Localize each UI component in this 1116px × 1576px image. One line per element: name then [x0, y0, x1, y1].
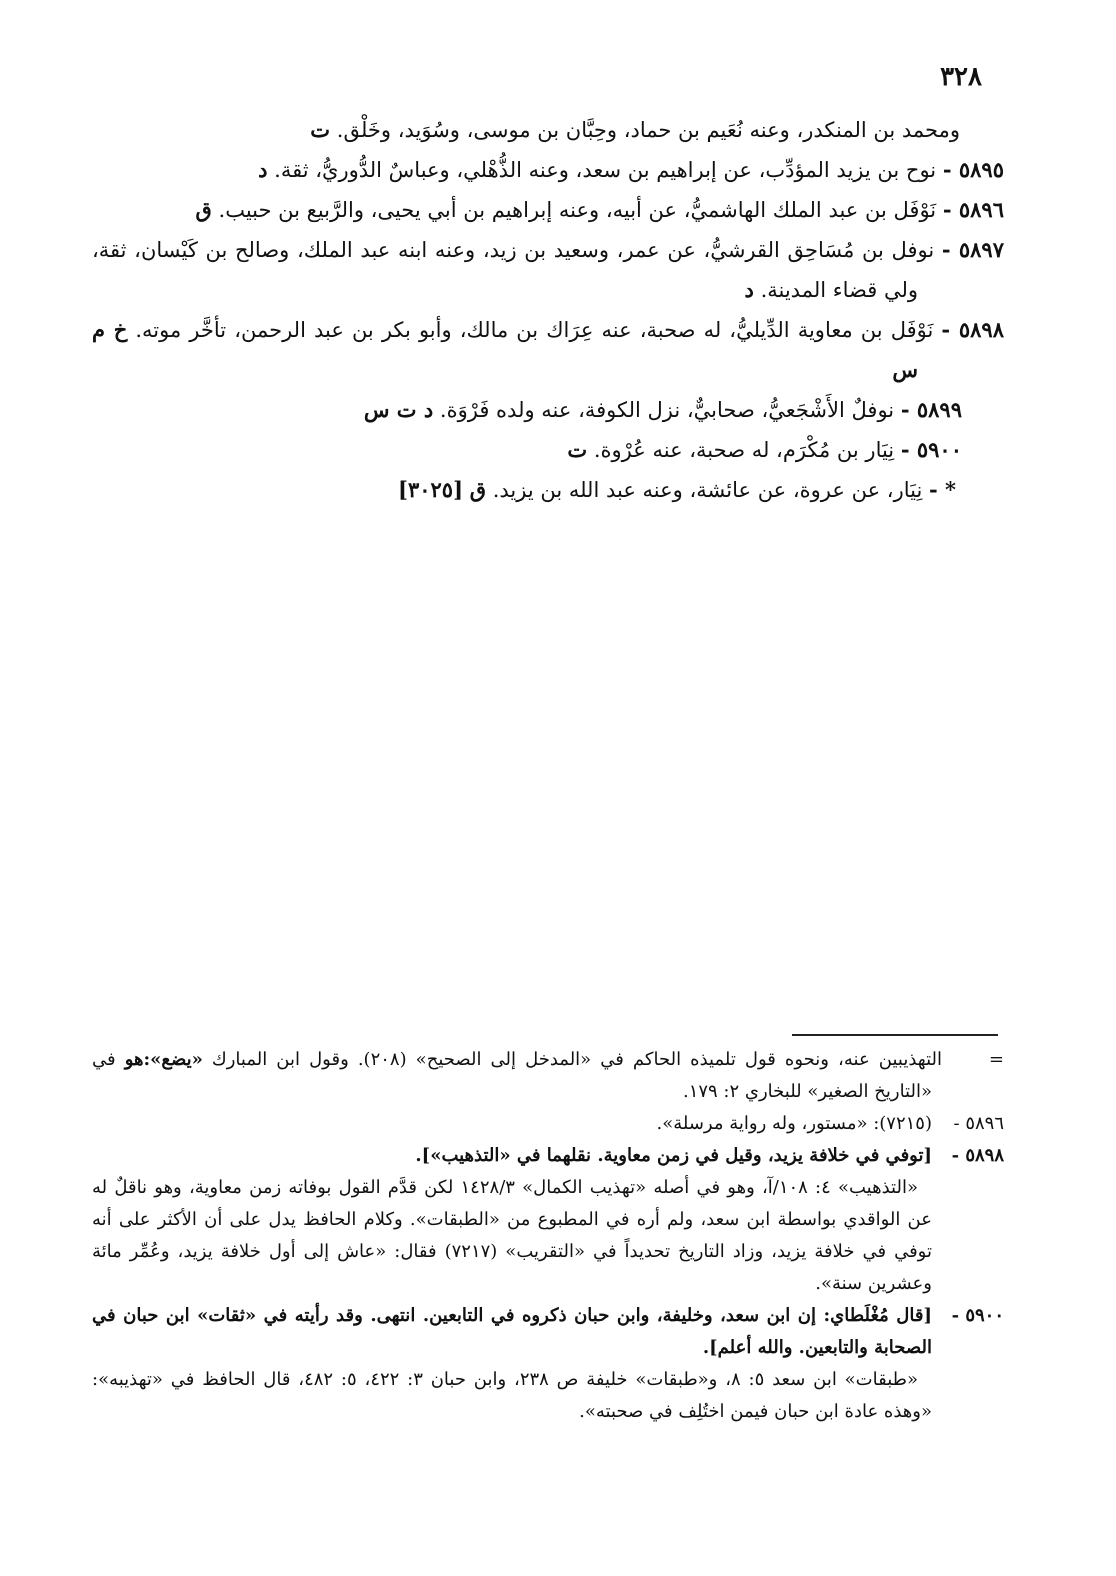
entry-symbol: د ت س	[363, 397, 434, 422]
entry-continuation	[92, 110, 1004, 150]
footnote-text: في «التاريخ الصغير» للبخاري ٢: ١٧٩.	[92, 1049, 932, 1102]
entry-number: ٥٨٩٩ -	[900, 397, 962, 422]
footnote-continuation	[92, 1044, 1004, 1108]
entry-number: ٥٨٩٨ -	[941, 317, 1004, 342]
footnotes	[92, 1044, 1004, 1428]
entry-5899	[92, 390, 1004, 430]
footnote-5898	[92, 1140, 1004, 1172]
entry-symbol: خ م س	[92, 317, 918, 382]
footnote-text: «طبقات» ابن سعد ٥: ٨، و«طبقات» خليفة ص ٢٣٨، وابن حبان ٣: ٤٢٢، ٥: ٤٨٢، قال الحافظ في «تهذيبه»: «وهذه عادة ابن حبان فيمن اختُلِف في صحبته».	[92, 1369, 932, 1422]
entry-text: نوفلٌ الأَشْجَعيُّ، صحابيٌّ، نزل الكوفة، عنه ولده فَرْوَة.	[439, 398, 895, 422]
entry-number: ٥٨٩٧ -	[941, 237, 1004, 262]
page-number: ٣٢٨	[940, 62, 982, 92]
footnote-bold-text: [توفي في خلافة يزيد، وقيل في زمن معاوية. نقلهما في «التذهيب»].	[415, 1145, 932, 1166]
entry-5896	[92, 190, 1004, 230]
entry-number: ٥٩٠٠ -	[900, 437, 962, 462]
footnote-marker: =	[988, 1049, 1004, 1070]
footnote-number: ٥٨٩٦ -	[953, 1113, 1004, 1134]
entry-symbol: د	[744, 277, 754, 302]
entry-text: نوح بن يزيد المؤدِّب، عن إبراهيم بن سعد، وعنه الذُّهْلي، وعباسٌ الدُّوريُّ، ثقة.	[274, 158, 937, 182]
main-text	[92, 110, 1004, 510]
entry-reference: [٣٠٢٥]	[398, 477, 464, 502]
entry-text: ومحمد بن المنكدر، وعنه نُعَيم بن حماد، وحِبَّان بن موسى، وسُوَيد، وخَلْق.	[336, 118, 960, 142]
entry-text: نِيَار بن مُكْرَم، له صحبة، عنه عُرْوة.	[593, 438, 895, 462]
footnote-5900	[92, 1300, 1004, 1364]
entry-symbol: د	[258, 157, 268, 182]
entry-symbol: ت	[567, 437, 588, 462]
entry-number: ٥٨٩٥ -	[942, 157, 1004, 182]
star-marker: * -	[928, 477, 956, 502]
entry-text: نوفل بن مُسَاحِق القرشيُّ، عن عمر، وسعيد بن زيد، وعنه ابنه عبد الملك، وصالح بن كَيْسان، ثقة، ولي قضاء المدينة.	[92, 238, 935, 302]
entry-5895	[92, 150, 1004, 190]
entry-text: نَوْفَل بن معاوية الدِّيليُّ، له صحبة، عنه عِرَاك بن مالك، وأبو بكر بن عبد الرحمن، تأخَّر موته.	[135, 318, 934, 342]
entry-number: ٥٨٩٦ -	[942, 197, 1004, 222]
entry-symbol: ق	[195, 197, 212, 222]
entry-text: نِيَار، عن عروة، عن عائشة، وعنه عبد الله بن يزيد.	[492, 478, 923, 502]
entry-star	[92, 470, 1004, 510]
entry-5897	[92, 230, 1004, 310]
footnote-text: «التذهيب» ٤: ١٠٨/آ، وهو في أصله «تهذيب الكمال» ١٤٢٨/٣ لكن قدَّم القول بوفاته زمن معاوية، وهو ناقلٌ له عن الواقدي بواسطة ابن سعد، ولم أره في المطبوع من «الطبقات». وكلام الحافظ يدل على أن الأكثر على أنه توفي في خلافة يزيد، وزاد التاريخ تحديداً في «التقريب» (٧٢١٧) فقال: «عاش إلى أول خلافة يزيد، وعُمِّر مائة وعشرين سنة».	[92, 1177, 932, 1294]
footnote-bold-text: [قال مُغْلَطاي: إن ابن سعد، وخليفة، وابن حبان ذكروه في التابعين. انتهى. وقد رأيته في «ثقات» ابن حبان في الصحابة والتابعين. والله أعلم].	[92, 1305, 932, 1358]
footnote-bold-text: «يضع»:هو	[124, 1049, 203, 1070]
footnote-text: (٧٢١٥): «مستور، وله رواية مرسلة».	[656, 1113, 932, 1134]
entry-5898	[92, 310, 1004, 390]
footnote-number: ٥٩٠٠ -	[951, 1305, 1004, 1326]
footnote-text: التهذيبين عنه، ونحوه قول تلميذه الحاكم في «المدخل إلى الصحيح» (٢٠٨). وقول ابن المبارك	[211, 1049, 942, 1070]
entry-symbol: ق	[469, 477, 486, 502]
footnote-5900-body	[92, 1364, 1004, 1428]
footnote-5896	[92, 1108, 1004, 1140]
entry-text: نَوْفَل بن عبد الملك الهاشميُّ، عن أبيه، وعنه إبراهيم بن أبي يحيى، والرَّبيع بن حبيب.	[218, 198, 937, 222]
footnote-5898-body	[92, 1172, 1004, 1300]
footnote-divider	[792, 1034, 998, 1036]
footnote-number: ٥٨٩٨ -	[951, 1145, 1004, 1166]
entry-symbol: ت	[310, 117, 331, 142]
entry-5900	[92, 430, 1004, 470]
